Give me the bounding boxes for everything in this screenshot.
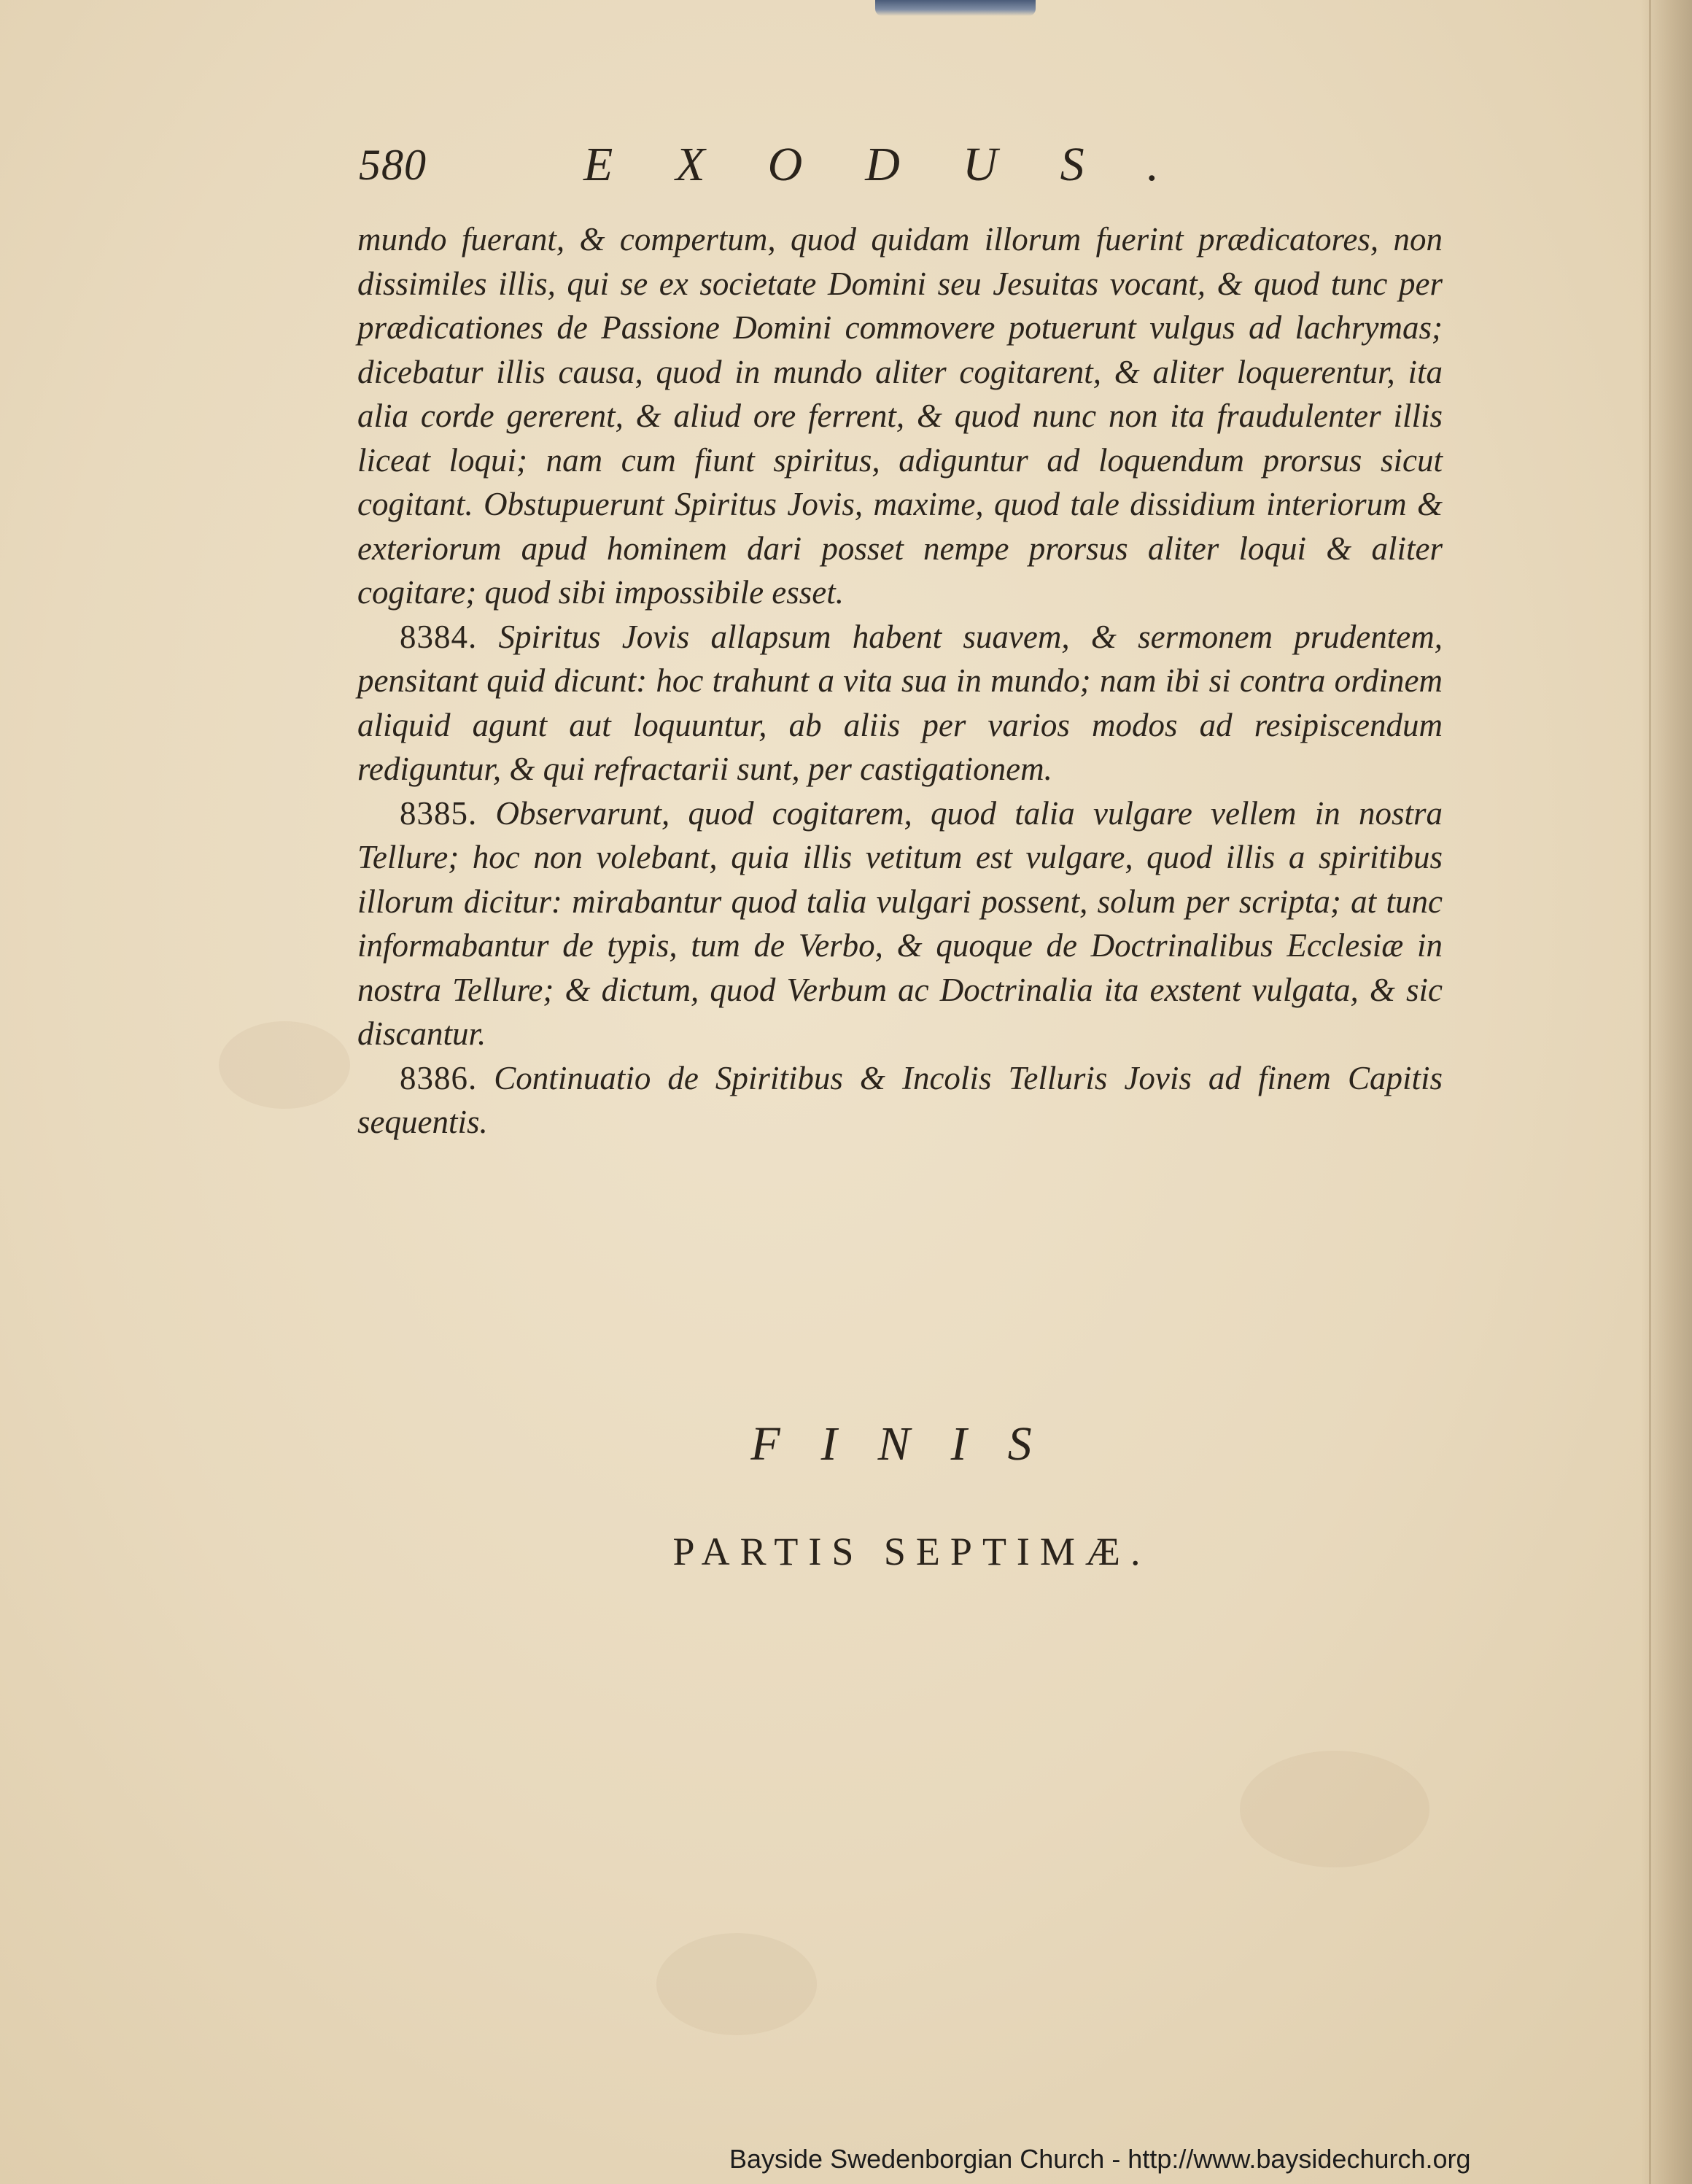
paragraph-text: mundo fuerant, & compertum, quod quidam illorum fuerint prædicatores, non dissimiles illis, qui se ex societate Domini seu Jesuitas vocant, & quod tunc per prædicationes de Passione Domini commovere potuerunt vulgus ad lachrymas; dicebatur illis causa, quod in mundo aliter cogitarent, & aliter loquerentur, ita alia corde gererent, & aliud ore ferrent, & quod nunc non ita fraudulenter illis liceat loqui; nam cum fiunt spiritus, adiguntur ad loquendum prorsus sicut cogitant. Obstupuerunt Spiritus Jovis, maxime, quod tale dissidium interiorum & exteriorum apud hominem dari posset nempe prorsus aliter loqui & aliter cogitare; quod sibi impossibile esset. bbox=[357, 221, 1443, 611]
paragraph-number: 8385. bbox=[400, 794, 478, 832]
paragraph-8386 bbox=[357, 1056, 1443, 1145]
paragraph-text: Continuatio de Spiritibus & Incolis Telluris Jovis ad finem Capitis sequentis. bbox=[357, 1059, 1443, 1140]
paragraph-text: Observarunt, quod cogitarem, quod talia vulgare vellem in nostra Tellure; hoc non volebant, quia illis vetitum est vulgare, quod illis a spiritibus illorum dicitur: mirabantur quod talia vulgari possent, solum per scripta; at tunc informabantur de typis, tum de Verbo, & quoque de Doctrinalibus Ecclesiæ in nostra Tellure; & dictum, quod Verbum ac Doctrinalia ita exstent vulgata, & sic discantur. bbox=[357, 794, 1443, 1052]
body-text bbox=[357, 217, 1443, 1145]
running-head: EXODUS. bbox=[583, 138, 1222, 191]
page-number: 580 bbox=[359, 141, 427, 189]
paragraph-8385 bbox=[357, 791, 1443, 1056]
page-edge-line bbox=[1649, 0, 1651, 2184]
paragraph-8384 bbox=[357, 615, 1443, 791]
binding-tab bbox=[875, 0, 1036, 16]
paragraph-continued bbox=[357, 217, 1443, 615]
finis-heading: FINIS bbox=[750, 1417, 1073, 1471]
paper-stain bbox=[219, 1021, 350, 1109]
watermark-caption: Bayside Swedenborgian Church - http://www.baysidechurch.org bbox=[729, 2144, 1471, 2174]
paper-stain bbox=[656, 1933, 817, 2035]
paragraph-number: 8386. bbox=[400, 1059, 478, 1096]
paragraph-text: Spiritus Jovis allapsum habent suavem, & sermonem prudentem, pensitant quid dicunt: hoc trahunt a vita sua in mundo; nam ibi si contra ordinem aliquid agunt aut loquuntur, ab aliis per varios modos ad resipiscendum rediguntur, & qui refractarii sunt, per castigationem. bbox=[357, 618, 1443, 787]
paper-stain bbox=[1240, 1751, 1429, 1867]
partis-heading: PARTIS SEPTIMÆ. bbox=[672, 1530, 1151, 1573]
paragraph-number: 8384. bbox=[400, 618, 478, 655]
